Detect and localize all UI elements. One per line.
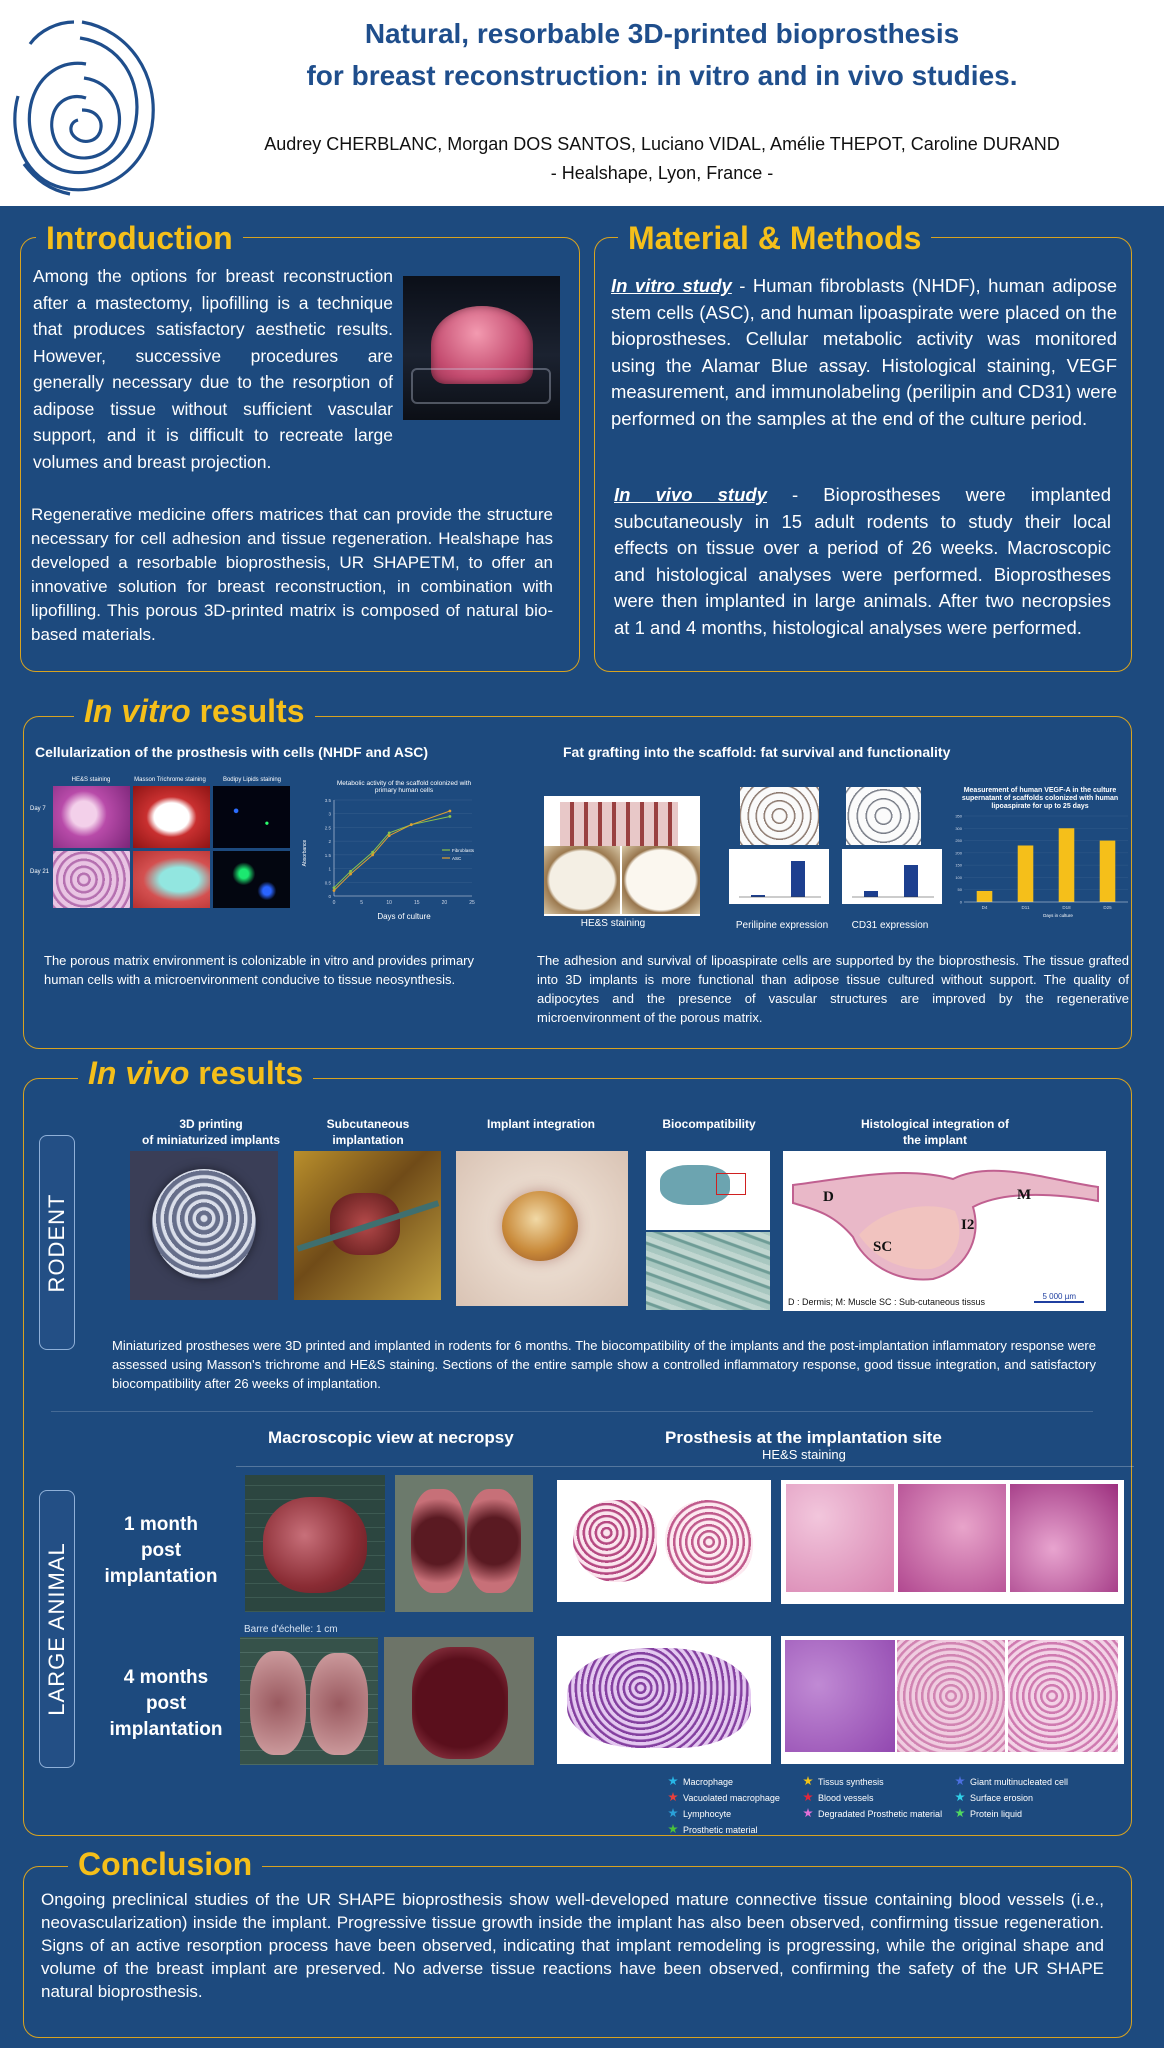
letter-sc: SC	[873, 1239, 893, 1255]
bar-chart-category-label: D25	[1103, 905, 1112, 910]
legend-star-icon	[803, 1792, 813, 1802]
letter-m: M	[1017, 1187, 1032, 1203]
line-chart-ylabel: Absorbance	[302, 839, 308, 867]
invitro-title	[74, 693, 315, 730]
line-chart-ytick: 3.5	[324, 798, 331, 803]
line-chart-series-1	[334, 811, 450, 891]
legend-item	[668, 1808, 731, 1819]
histology-legend: D : Dermis; M: Muscle SC : Sub-cutaneous tissus	[788, 1297, 986, 1307]
legend-label: Giant multinucleated cell	[970, 1777, 1069, 1787]
line-chart-point	[449, 815, 452, 818]
printed-implant-photo	[130, 1151, 278, 1300]
perilipine-bar-2	[791, 861, 805, 897]
line-chart-point	[388, 834, 391, 837]
necropsy-1m-photo-b	[395, 1475, 533, 1612]
introduction-para2: Regenerative medicine offers matrices that can provide the structure necessary for cell adhesion and tissue regeneration. Healshape has developed a resorbable bioprosthesis, UR SHAPETM, to offer an innovative solution for breast reconstruction, in combination with lipofilling. This porous 3D-printed matrix is composed of natural bio-based materials.	[31, 505, 553, 644]
bar-chart-category-label: D4	[981, 905, 988, 910]
legend-item	[955, 1792, 1033, 1803]
row-label-day21: Day 21	[30, 869, 50, 875]
line-chart-xlabel: Days of culture	[377, 912, 431, 921]
rodent-head-histological: Histological integration of the implant	[860, 1117, 1009, 1147]
bar-chart-ytick: 50	[957, 887, 962, 893]
line-chart-ytick: 2	[328, 839, 331, 845]
legend-label: Protein liquid	[970, 1809, 1023, 1819]
bar-chart-title-2: supernatant of scaffolds colonized with human	[961, 795, 1119, 802]
legend-label: Tissus synthesis	[818, 1777, 884, 1787]
prosthesis-site-heading: Prosthesis at the implantation site	[665, 1428, 942, 1447]
bar-chart-title-1: Measurement of human VEGF-A in the culture	[963, 787, 1117, 794]
line-chart-xtick: 15	[414, 900, 420, 906]
letter-d: D	[823, 1189, 834, 1205]
rodent-text: Miniaturized prostheses were 3D printed and implanted in rodents for 6 months. The biocompatibility of the implants and the post-implantation inflammatory response were assessed using Masson's trichrome and HE&S staining. Sections of the entire sample show a controlled inflammatory response, good tissue integration, and satisfactory biocompatibility after 26 weeks of implantation.	[112, 1338, 1096, 1391]
line-chart-point	[388, 832, 391, 835]
metabolic-activity-chart	[300, 778, 480, 923]
bar-chart-ytick: 350	[955, 813, 962, 819]
line-chart-series-0	[334, 816, 450, 887]
invitro-title-rest: results	[190, 693, 305, 729]
fingerprint-logo	[10, 4, 166, 200]
line-chart-point	[333, 889, 336, 892]
biocompat-bottom-image	[646, 1232, 770, 1310]
hes-4m-section	[557, 1636, 771, 1764]
line-chart-point	[349, 873, 352, 876]
letter-i2: I2	[961, 1217, 975, 1233]
line-chart-ytick: 1.5	[324, 852, 331, 858]
macro-view-heading: Macroscopic view at necropsy	[268, 1428, 514, 1447]
bar-chart-ytick: 100	[955, 874, 962, 880]
hes-day21-image	[53, 851, 130, 908]
legend-star-icon	[955, 1792, 965, 1802]
bar-chart-bar	[1100, 841, 1116, 902]
legend-item	[803, 1792, 874, 1803]
legend-item	[668, 1776, 733, 1787]
poster-header	[0, 0, 1164, 206]
bar-chart-ytick: 0	[959, 899, 962, 905]
invivo-study-label: In vivo study	[614, 484, 767, 505]
poster-affiliation: - Healshape, Lyon, France -	[550, 163, 774, 183]
line-chart-point	[349, 870, 352, 873]
large-animal-side-label	[39, 1490, 75, 1768]
line-chart-legend-label: ASC	[452, 856, 462, 861]
bar-chart-ytick: 300	[955, 825, 962, 831]
legend-label: Macrophage	[683, 1777, 734, 1787]
line-chart-title-1: Metabolic activity of the scaffold colonized with	[336, 780, 472, 787]
bar-chart-ytick: 250	[955, 838, 962, 844]
line-chart-xtick: 20	[441, 900, 448, 906]
biocompat-top-image	[646, 1151, 770, 1230]
legend-star-icon	[955, 1776, 965, 1786]
masson-day21-image	[133, 851, 210, 908]
line-chart-xtick: 25	[469, 900, 475, 906]
hes-4m-zoom	[781, 1636, 1124, 1764]
legend-label: Lymphocyte	[683, 1809, 732, 1819]
invitro-study-text: - Human fibroblasts (NHDF), human adipose stem cells (ASC), and human lipoaspirate were placed on the bioprostheses. Cellular metabolic activity was monitored using the Alamar Blue assay. Histological staining, VEGF measurement, and immunolabeling (perilipin and CD31) were performed on the samples at the end of the culture period.	[611, 275, 1117, 429]
fat-graft-hes-image	[544, 796, 700, 916]
hes-staining-subheading: HE&S staining	[762, 1447, 846, 1462]
row-label-day7: Day 7	[30, 806, 46, 812]
legend-star-icon	[668, 1792, 678, 1802]
legend-item	[803, 1808, 942, 1819]
bar-chart-bar	[1018, 845, 1034, 902]
line-chart-ytick: 2.5	[324, 825, 331, 831]
legend-item	[803, 1776, 884, 1787]
rodent-large-divider	[51, 1411, 1093, 1412]
masson-day7-image	[133, 786, 210, 848]
necropsy-1m-photo-a	[245, 1475, 385, 1612]
poster-title-line1: Natural, resorbable 3D-printed bioprosthesis	[364, 18, 960, 49]
histology-scale: 5 000 µm	[1034, 1292, 1084, 1303]
legend-label: Vacuolated macrophage	[683, 1793, 780, 1803]
line-chart-xtick: 0	[332, 900, 336, 906]
stain-header-masson: Masson Trichrome staining	[134, 777, 206, 783]
invitro-title-italic: In vitro	[84, 693, 191, 729]
cd31-bar-2	[904, 865, 918, 897]
invivo-study-text: - Bioprostheses were implanted subcutaneously in 15 adult rodents to study their local effects on tissue over a period of 26 weeks. Macroscopic and histological analyses were performed. Bioprostheses were then implanted in large animals. After two necropsies at 1 and 4 months, histological analyses were performed.	[614, 484, 1111, 638]
heading-underline	[236, 1466, 1134, 1467]
legend-star-icon	[803, 1776, 813, 1786]
bar-chart-category-label: D18	[1062, 905, 1071, 910]
line-chart-point	[449, 810, 452, 813]
bar-chart-bar	[977, 891, 993, 902]
legend-star-icon	[668, 1824, 678, 1834]
bar-chart-title-3: lipoaspirate for up to 25 days	[991, 803, 1089, 810]
large-animal-label: LARGE ANIMAL	[44, 1542, 69, 1716]
invivo-title	[78, 1055, 313, 1092]
invivo-title-rest: results	[189, 1055, 304, 1091]
integration-photo	[456, 1151, 628, 1306]
line-chart-ytick: 3	[328, 811, 331, 817]
histology-section	[783, 1151, 1106, 1311]
cd31-image	[846, 787, 921, 845]
line-chart-point	[333, 886, 336, 889]
cd31-bar-1	[864, 891, 878, 897]
line-chart-title-2: primary human cells	[374, 787, 434, 794]
vegf-bar-chart	[948, 784, 1132, 920]
bar-chart-category-label: D11	[1021, 905, 1030, 910]
rodent-head-printing: 3D printing of miniaturized implants	[141, 1117, 280, 1147]
invitro-subhead-left: Cellularization of the prosthesis with cells (NHDF and ASC)	[35, 744, 429, 760]
cd31-bar-inset	[842, 849, 942, 904]
perilipine-bar-inset	[729, 849, 829, 904]
bar-chart-ytick: 200	[955, 850, 962, 856]
methods-invitro-paragraph	[611, 273, 1117, 432]
line-chart-legend-label: Fibroblasts	[452, 848, 475, 853]
methods-title: Material & Methods	[618, 220, 931, 257]
line-chart-ytick: 1	[328, 866, 331, 872]
one-month-label: 1 month post implantation	[104, 1514, 218, 1587]
perilipine-image	[740, 787, 819, 845]
legend-item	[668, 1824, 758, 1835]
introduction-title: Introduction	[36, 220, 243, 257]
necropsy-4m-photo-b	[384, 1637, 534, 1765]
invitro-text-left: The porous matrix environment is colonizable in vitro and provides primary human cells with a microenvironment conducive to tissue neosynthesis.	[44, 953, 474, 987]
hes-1m-zoom	[781, 1480, 1124, 1604]
caption-cd31: CD31 expression	[851, 920, 929, 931]
subcutaneous-photo	[294, 1151, 441, 1300]
line-chart-ytick: 0	[328, 894, 331, 899]
caption-perilipine: Perilipine expression	[735, 920, 829, 931]
rodent-head-subcutaneous: Subcutaneous implantation	[326, 1117, 410, 1147]
stain-header-hes: HE&S staining	[71, 777, 111, 783]
legend-label: Degradated Prosthetic material	[818, 1809, 943, 1819]
rodent-head-integration: Implant integration	[487, 1117, 595, 1131]
stain-header-bodipy: Bodipy Lipids staining	[222, 777, 282, 783]
conclusion-text: Ongoing preclinical studies of the UR SHAPE bioprosthesis show well-developed mature connective tissue containing blood vessels (i.e., neovascularization) inside the implant. Progressive tissue growth inside the implant has also been observed, confirming tissue regeneration. Signs of an active resorption process have been observed, indicating that implant remodeling is progressing, while the original shape and volume of the breast implant are preserved. No adverse tissue reactions have been observed, confirming the safety of the UR SHAPE natural bioprosthesis.	[41, 1890, 1104, 2001]
legend-item	[955, 1808, 1022, 1819]
rodent-side-label	[39, 1135, 75, 1350]
rodent-head-biocompatibility: Biocompatibility	[662, 1117, 756, 1131]
bodipy-day21-image	[213, 851, 290, 908]
invitro-text-right: The adhesion and survival of lipoaspirate cells are supported by the bioprosthesis. The tissue grafted into 3D implants is more functional than adipose tissue cultured without support. The quality of adipocytes and the presence of vascular structures are improved by the regenerative microenvironment of the porous matrix.	[537, 953, 1129, 1025]
invivo-title-italic: In vivo	[88, 1055, 190, 1091]
necropsy-4m-photo-a	[240, 1637, 378, 1765]
poster-authors: Audrey CHERBLANC, Morgan DOS SANTOS, Luciano VIDAL, Amélie THEPOT, Caroline DURAND	[264, 134, 1060, 154]
four-month-label: 4 months post implantation	[109, 1667, 223, 1740]
legend-label: Prosthetic material	[683, 1825, 758, 1835]
legend-item	[955, 1776, 1068, 1787]
line-chart-xtick: 10	[386, 900, 392, 906]
methods-invivo-paragraph	[614, 482, 1111, 641]
conclusion-title: Conclusion	[68, 1846, 262, 1883]
invitro-study-label: In vitro study	[611, 275, 732, 296]
line-chart-ytick: 0.5	[324, 880, 331, 886]
legend-label: Surface erosion	[970, 1793, 1034, 1803]
introduction-para1: Among the options for breast reconstruction after a mastectomy, lipofilling is a technique that produces satisfactory aesthetic results. However, successive procedures are generally necessary due to the resorption of adipose tissue without sufficient vascular support, and it is difficult to recreate large volumes and breast projection.	[33, 266, 393, 472]
line-chart-point	[410, 823, 413, 826]
histological-image	[783, 1151, 1106, 1311]
line-chart-point	[371, 853, 374, 856]
legend-star-icon	[955, 1808, 965, 1818]
legend-item	[668, 1792, 780, 1803]
legend-star-icon	[668, 1808, 678, 1818]
hes-day7-image	[53, 786, 130, 848]
legend-star-icon	[668, 1776, 678, 1786]
poster-title-line2: for breast reconstruction: in vitro and in vivo studies.	[306, 60, 1018, 91]
legend-star-icon	[803, 1808, 813, 1818]
bar-chart-bar	[1059, 828, 1075, 902]
bar-chart-ytick: 150	[955, 862, 962, 868]
caption-hes-staining: HE&S staining	[580, 918, 646, 929]
hes-1m-section	[557, 1480, 771, 1602]
bodipy-day7-image	[213, 786, 290, 848]
rodent-label: RODENT	[44, 1193, 69, 1292]
scale-bar-note: Barre d'échelle: 1 cm	[244, 1624, 338, 1635]
bioprosthesis-photo	[403, 276, 560, 420]
line-chart-xtick: 5	[360, 900, 363, 906]
invitro-subhead-right: Fat grafting into the scaffold: fat survival and functionality	[563, 744, 951, 760]
legend-label: Blood vessels	[818, 1793, 874, 1803]
bar-chart-xlabel: Days in culture	[1043, 913, 1073, 918]
